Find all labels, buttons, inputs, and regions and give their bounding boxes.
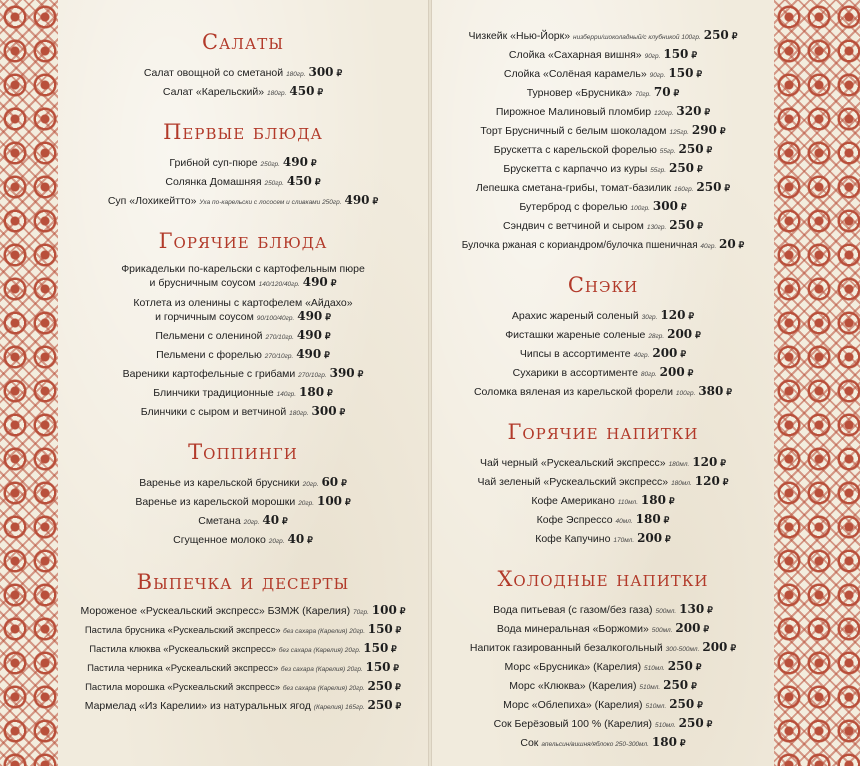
menu-item: Сэндвич с ветчиной и сыром 130гр. 250 ₽ bbox=[503, 218, 703, 232]
left-ornament-border bbox=[0, 0, 58, 766]
section-title-first-courses: Первые блюда bbox=[163, 120, 323, 144]
menu-item: Вареники картофельные с грибами 270/10гр. 390 ₽ bbox=[122, 366, 364, 380]
menu-item: Пирожное Малиновый пломбир 120гр. 320 ₽ bbox=[495, 104, 711, 118]
menu-item: Блинчики традиционные 140гр. 180 ₽ bbox=[153, 385, 333, 399]
section-title-bakery-desserts: Выпечка и десерты bbox=[136, 570, 350, 594]
section-title-snacks: Снэки bbox=[567, 273, 639, 297]
menu-item: Чай черный «Рускеальский экспресс» 180мл. 120 ₽ bbox=[480, 455, 726, 469]
menu-item: Торт Брусничный с белым шоколадом 125гр. 290 ₽ bbox=[480, 123, 726, 137]
menu-item: Кофе Эспрессо 40мл. 180 ₽ bbox=[536, 512, 670, 526]
menu-item: Солянка Домашняя 250гр. 450 ₽ bbox=[165, 174, 321, 188]
menu-item: Вода питьевая (с газом/без газа) 500мл. 130 ₽ bbox=[493, 602, 713, 616]
menu-item: Блинчики с сыром и ветчиной 180гр. 300 ₽ bbox=[140, 404, 346, 418]
menu-item: Чай зеленый «Рускеальский экспресс» 180мл. 120 ₽ bbox=[477, 474, 729, 488]
menu-item: Булочка ржаная с кориандром/булочка пшеничная 40гр. 20 ₽ bbox=[461, 237, 745, 251]
menu-item: Сок апельсин/вишня/яблоко 250-300мл. 180 ₽ bbox=[520, 735, 686, 749]
menu-item: Салат «Карельский» 180гр. 450 ₽ bbox=[162, 84, 324, 98]
menu-item: Бутерброд с форелью 100гр. 300 ₽ bbox=[519, 199, 687, 213]
menu-item: Мороженое «Рускеальский экспресс» БЗМЖ (Карелия) 70гр. 100 ₽ bbox=[80, 603, 406, 617]
menu-item: Турновер «Брусника» 70гр. 70 ₽ bbox=[526, 85, 680, 99]
menu-item: Лепешка сметана-грибы, томат-базилик 160гр. 250 ₽ bbox=[475, 180, 731, 194]
menu-item: Фрикадельки по-карельски с картофельным пюре и брусничным соусом 140/120/40гр. 490 ₽ bbox=[121, 263, 365, 289]
section-bakery-desserts bbox=[58, 602, 428, 716]
section-hot-drinks bbox=[432, 454, 774, 549]
menu-item: Салат овощной со сметаной 180гр. 300 ₽ bbox=[143, 65, 343, 79]
menu-item: Слойка «Солёная карамель» 90гр. 150 ₽ bbox=[503, 66, 703, 80]
menu-item: Мармелад «Из Карелии» из натуральных ягод (Карелия) 165гр. 250 ₽ bbox=[84, 698, 402, 712]
section-salads bbox=[58, 64, 428, 102]
menu-item: Пельмени с олениной 270/10гр. 490 ₽ bbox=[155, 328, 331, 342]
menu-item: Варенье из карельской брусники 20гр. 60 ₽ bbox=[139, 475, 347, 489]
right-ornament-border bbox=[774, 0, 860, 766]
menu-item: Арахис жареный соленый 30гр. 120 ₽ bbox=[511, 308, 695, 322]
menu-item: Фисташки жареные соленые 28гр. 200 ₽ bbox=[505, 327, 701, 341]
menu-item: Пастила брусника «Рускеальский экспресс» без сахара (Карелия) 20гр. 150 ₽ bbox=[84, 622, 402, 636]
menu-item: Брускетта с карельской форелью 55гр. 250 ₽ bbox=[493, 142, 713, 156]
menu-item: Чизкейк «Нью-Йорк» низберри/шоколадный/с клубникой 100гр. 250 ₽ bbox=[468, 28, 738, 42]
menu-item: Морс «Клюква» (Карелия) 510мл. 250 ₽ bbox=[509, 678, 697, 692]
menu-item: Котлета из оленины с картофелем «Айдахо» и горчичным соусом 90/100/40гр. 490 ₽ bbox=[133, 297, 353, 323]
section-title-hot-dishes: Горячие блюда bbox=[158, 229, 328, 253]
menu-item: Кофе Капучино 170мл. 200 ₽ bbox=[535, 531, 671, 545]
menu-item: Сухарики в ассортименте 80гр. 200 ₽ bbox=[512, 365, 694, 379]
section-toppings bbox=[58, 474, 428, 550]
left-menu-column bbox=[58, 0, 428, 716]
menu-item: Сок Берёзовый 100 % (Карелия) 510мл. 250 ₽ bbox=[493, 716, 713, 730]
menu-item: Пастила черника «Рускеальский экспресс» без сахара (Карелия) 20гр. 150 ₽ bbox=[87, 660, 399, 674]
menu-item: Кофе Американо 110мл. 180 ₽ bbox=[531, 493, 675, 507]
menu-item: Пастила морошка «Рускеальский экспресс» без сахара (Карелия) 20гр. 250 ₽ bbox=[85, 679, 401, 693]
right-menu-column bbox=[432, 0, 774, 753]
menu-item: Вода минеральная «Боржоми» 500мл. 200 ₽ bbox=[496, 621, 710, 635]
menu-item: Брускетта с карпаччо из куры 55гр. 250 ₽ bbox=[503, 161, 703, 175]
menu-item: Сметана 20гр. 40 ₽ bbox=[198, 513, 288, 527]
section-hot-dishes bbox=[58, 263, 428, 422]
menu-item: Грибной суп-пюре 250гр. 490 ₽ bbox=[169, 155, 317, 169]
menu-item: Пастила клюква «Рускеальский экспресс» без сахара (Карелия) 20гр. 150 ₽ bbox=[89, 641, 397, 655]
menu-item: Напиток газированный безалкогольный 300-500мл. 200 ₽ bbox=[469, 640, 737, 654]
section-title-toppings: Топпинги bbox=[188, 440, 298, 464]
menu-item: Соломка вяленая из карельской форели 100гр. 380 ₽ bbox=[473, 384, 733, 398]
section-title-salads: Салаты bbox=[201, 30, 285, 54]
menu-item: Пельмени с форелью 270/10гр. 490 ₽ bbox=[156, 347, 330, 361]
section-desserts-continued bbox=[432, 27, 774, 255]
menu-item: Морс «Облепиха» (Карелия) 510мл. 250 ₽ bbox=[503, 697, 703, 711]
menu-item: Слойка «Сахарная вишня» 90гр. 150 ₽ bbox=[508, 47, 698, 61]
section-cold-drinks bbox=[432, 601, 774, 753]
menu-item: Варенье из карельской морошки 20гр. 100 ₽ bbox=[135, 494, 351, 508]
section-snacks bbox=[432, 307, 774, 402]
menu-item: Суп «Лохикейтто» Уха по-карельски с лососем и сливками 250гр. 490 ₽ bbox=[107, 193, 379, 207]
section-title-cold-drinks: Холодные напитки bbox=[497, 567, 709, 591]
menu-item: Морс «Брусника» (Карелия) 510мл. 250 ₽ bbox=[504, 659, 702, 673]
section-title-hot-drinks: Горячие напитки bbox=[507, 420, 699, 444]
section-first-courses bbox=[58, 154, 428, 211]
menu-item: Чипсы в ассортименте 40гр. 200 ₽ bbox=[519, 346, 687, 360]
menu-item: Сгущенное молоко 20гр. 40 ₽ bbox=[173, 532, 313, 546]
